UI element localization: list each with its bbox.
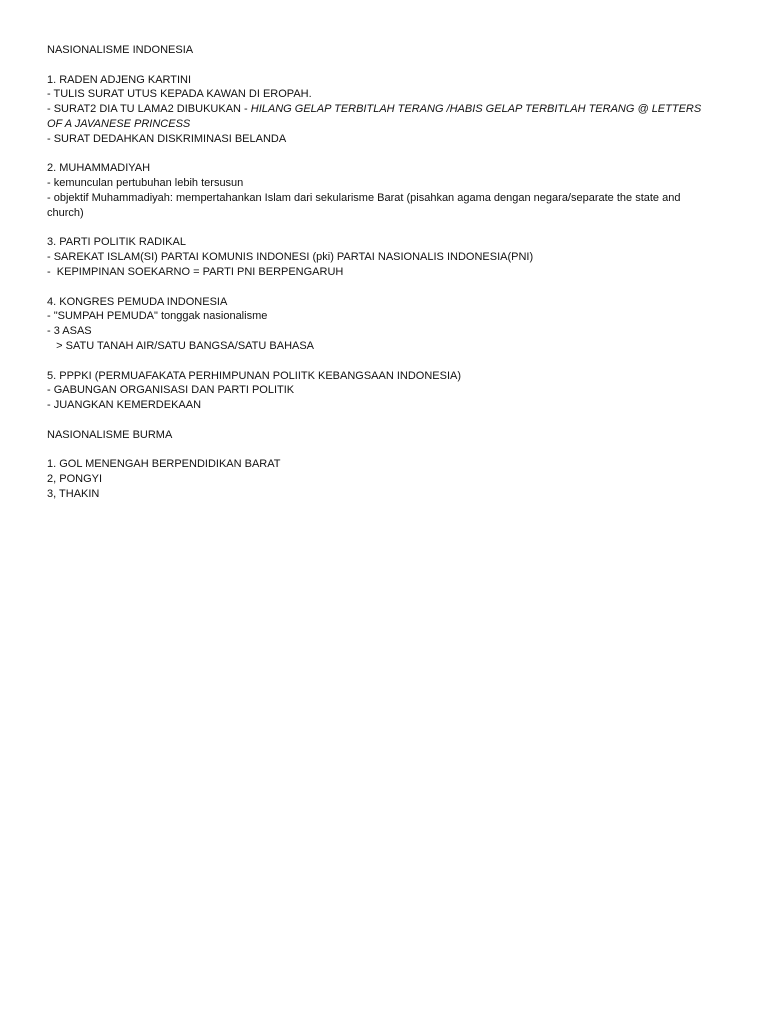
section-1-line-1: - TULIS SURAT UTUS KEPADA KAWAN DI EROPAH. bbox=[47, 88, 312, 101]
doc-title-indonesia: NASIONALISME INDONESIA bbox=[47, 44, 194, 56]
section-4-heading: 4. KONGRES PEMUDA INDONESIA bbox=[47, 295, 228, 308]
section-5-line-2: - JUANGKAN KEMERDEKAAN bbox=[47, 399, 202, 412]
section-5-heading: 5. PPPKI (PERMUAFAKATA PERHIMPUNAN POLIITK KEBANGSAAN INDONESIA) bbox=[47, 369, 462, 382]
section-4-line-2: - 3 ASAS bbox=[47, 325, 92, 338]
section-1-line-3: - SURAT DEDAHKAN DISKRIMINASI BELANDA bbox=[47, 132, 287, 145]
section-2-line-2: - objektif Muhammadiyah: mempertahankan Islam dari sekularisme Barat (pisahkan agama dengan negara/separate the state and church) bbox=[47, 191, 684, 219]
section-2-line-1: - kemunculan pertubuhan lebih tersusun bbox=[47, 177, 244, 190]
section-4-line-1: - "SUMPAH PEMUDA" tonggak nasionalisme bbox=[47, 310, 268, 323]
section-4-line-3: > SATU TANAH AIR/SATU BANGSA/SATU BAHASA bbox=[47, 339, 315, 352]
doc-title-burma: NASIONALISME BURMA bbox=[47, 428, 173, 441]
burma-line-2: 2, PONGYI bbox=[47, 473, 103, 486]
section-1-heading: 1. RADEN ADJENG KARTINI bbox=[47, 73, 192, 86]
section-2-heading: 2. MUHAMMADIYAH bbox=[47, 162, 151, 175]
section-1-line-2-plain: - SURAT2 DIA TU LAMA2 DIBUKUKAN - bbox=[47, 103, 251, 116]
section-1-line-2 bbox=[47, 102, 717, 132]
section-3-heading: 3. PARTI POLITIK RADIKAL bbox=[47, 236, 186, 249]
section-1-line-2-italic: HILANG GELAP TERBITLAH TERANG /HABIS GELAP TERBITLAH TERANG @ LETTERS OF A JAVANESE PRINCESS bbox=[47, 103, 705, 130]
document-page bbox=[47, 43, 717, 502]
section-5-line-1: - GABUNGAN ORGANISASI DAN PARTI POLITIK bbox=[47, 384, 295, 397]
burma-line-3: 3, THAKIN bbox=[47, 487, 100, 500]
blank-line bbox=[47, 58, 717, 73]
blank-line bbox=[47, 280, 717, 295]
burma-line-1: 1. GOL MENENGAH BERPENDIDIKAN BARAT bbox=[47, 458, 281, 471]
section-3-line-1: - SAREKAT ISLAM(SI) PARTAI KOMUNIS INDONESI (pki) PARTAI NASIONALIS INDONESIA(PNI) bbox=[47, 251, 534, 264]
blank-line bbox=[47, 147, 717, 162]
blank-line bbox=[47, 443, 717, 458]
blank-line bbox=[47, 354, 717, 369]
blank-line bbox=[47, 413, 717, 428]
blank-line bbox=[47, 221, 717, 236]
section-3-line-2: - KEPIMPINAN SOEKARNO = PARTI PNI BERPENGARUH bbox=[47, 265, 344, 278]
